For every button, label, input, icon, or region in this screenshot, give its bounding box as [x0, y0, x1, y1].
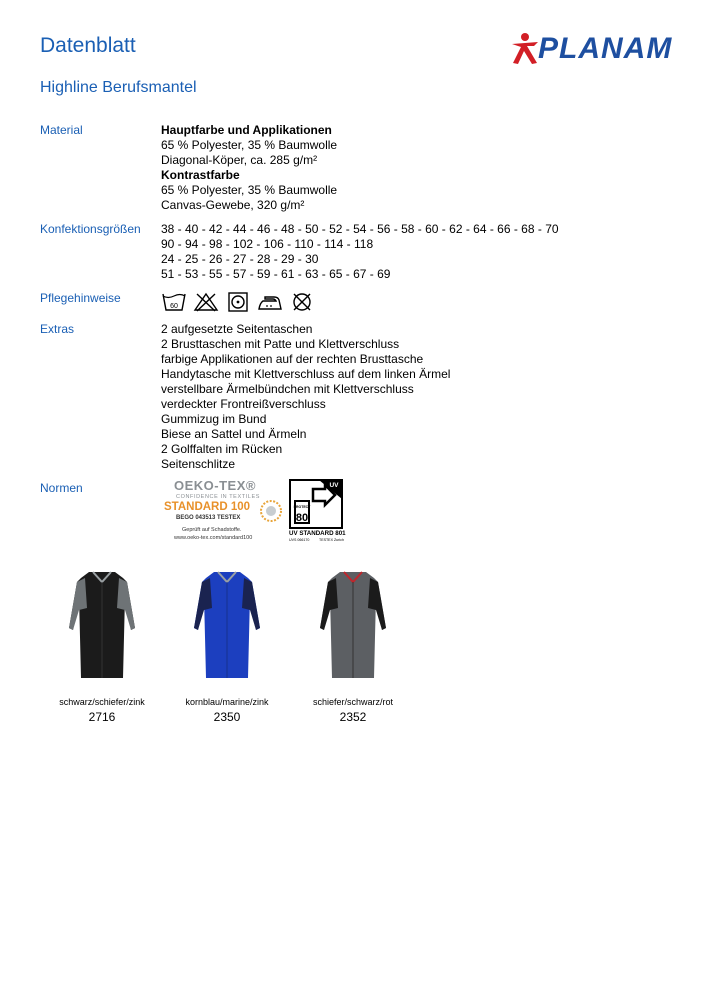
variant-card: [162, 568, 292, 724]
extra-item: farbige Applikationen auf der rechten Brusttasche: [161, 352, 424, 366]
no-dry-clean-icon: [289, 291, 315, 313]
extra-item: Seitenschlitze: [161, 457, 236, 471]
sizes-label: Konfektionsgrößen: [40, 222, 141, 236]
variant-number: 2716: [88, 710, 116, 724]
extra-item: verdeckter Frontreißverschluss: [161, 397, 326, 411]
norms-label: Normen: [40, 481, 83, 495]
extra-item: Handytasche mit Klettverschluss auf dem linken Ärmel: [161, 367, 451, 381]
size-line: 90 - 94 - 98 - 102 - 106 - 110 - 114 - 118: [161, 237, 374, 251]
extra-item: Biese an Sattel und Ärmeln: [161, 427, 307, 441]
no-bleach-icon: [193, 291, 219, 313]
wash-temp: 60: [170, 303, 178, 310]
variant-number: 2350: [213, 710, 241, 724]
coat-picture: [308, 568, 398, 686]
uv-corner-label: UV: [329, 482, 339, 489]
tumble-dry-icon: [225, 291, 251, 313]
coat-picture: [182, 568, 272, 686]
figure-icon: [510, 32, 540, 66]
uv-standard-label: UV STANDARD 801: [289, 530, 346, 537]
uv-standard-badge: [289, 479, 346, 543]
oeko-cert: BEGO 043513 TESTEX: [176, 515, 241, 521]
uv-protect-icon: [289, 479, 343, 529]
material-line: Canvas-Gewebe, 320 g/m²: [161, 198, 305, 212]
extras-label: Extras: [40, 322, 75, 336]
material-line: Diagonal-Köper, ca. 285 g/m²: [161, 153, 318, 167]
uv-value: 80: [295, 512, 309, 524]
oeko-standard: STANDARD 100: [164, 501, 251, 513]
extra-item: verstellbare Ärmelbündchen mit Klettverschluss: [161, 382, 414, 396]
brand-wordmark: PLANAM: [538, 32, 673, 65]
oeko-tagline: CONFIDENCE IN TEXTILES: [176, 494, 260, 500]
coat-picture: [57, 568, 147, 686]
page-title: Datenblatt: [40, 34, 136, 57]
sizes-content: [161, 222, 559, 282]
size-line: 51 - 53 - 55 - 57 - 59 - 61 - 63 - 65 - 67 - 69: [161, 267, 391, 281]
iron-icon: [257, 291, 283, 313]
extra-item: 2 aufgesetzte Seitentaschen: [161, 322, 313, 336]
oeko-note: Geprüft auf Schadstoffe.: [182, 527, 242, 533]
wash-60-icon: [161, 291, 187, 313]
sunflower-icon: [259, 499, 283, 523]
coat-image: [288, 568, 418, 691]
material-line: Hauptfarbe und Applikationen: [161, 123, 332, 137]
extra-item: 2 Golffalten im Rücken: [161, 442, 283, 456]
variant-card: [288, 568, 418, 724]
care-icons: [161, 291, 315, 313]
uv-protect-label: PROTECT: [293, 505, 311, 509]
coat-image: [37, 568, 167, 691]
material-content: [161, 123, 337, 213]
material-label: Material: [40, 123, 83, 137]
extra-item: Gummizug im Bund: [161, 412, 267, 426]
size-line: 38 - 40 - 42 - 44 - 46 - 48 - 50 - 52 - 54 - 56 - 58 - 60 - 62 - 64 - 66 - 68 - 70: [161, 222, 559, 236]
uv-footer-right: TESTEX Zurich: [319, 538, 344, 542]
oeko-url: www.oeko-tex.com/standard100: [174, 535, 253, 541]
variant-color: schiefer/schwarz/rot: [312, 697, 394, 707]
coat-image: [162, 568, 292, 691]
extras-content: [161, 322, 450, 472]
oeko-tex-badge: [162, 478, 282, 544]
oeko-name: OEKO-TEX®: [174, 478, 256, 493]
variant-number: 2352: [339, 710, 367, 724]
uv-footer-left: UVS 066170: [289, 538, 310, 542]
extra-item: 2 Brusttaschen mit Patte und Klettverschluss: [161, 337, 400, 351]
size-line: 24 - 25 - 26 - 27 - 28 - 29 - 30: [161, 252, 319, 266]
variant-color: kornblau/marine/zink: [185, 697, 269, 707]
variant-color: schwarz/schiefer/zink: [59, 697, 145, 707]
care-label: Pflegehinweise: [40, 291, 121, 305]
material-line: 65 % Polyester, 35 % Baumwolle: [161, 183, 338, 197]
product-name: Highline Berufsmantel: [40, 79, 197, 96]
variant-card: [37, 568, 167, 724]
material-line: Kontrastfarbe: [161, 168, 240, 182]
material-line: 65 % Polyester, 35 % Baumwolle: [161, 138, 338, 152]
planam-logo: [510, 32, 673, 66]
